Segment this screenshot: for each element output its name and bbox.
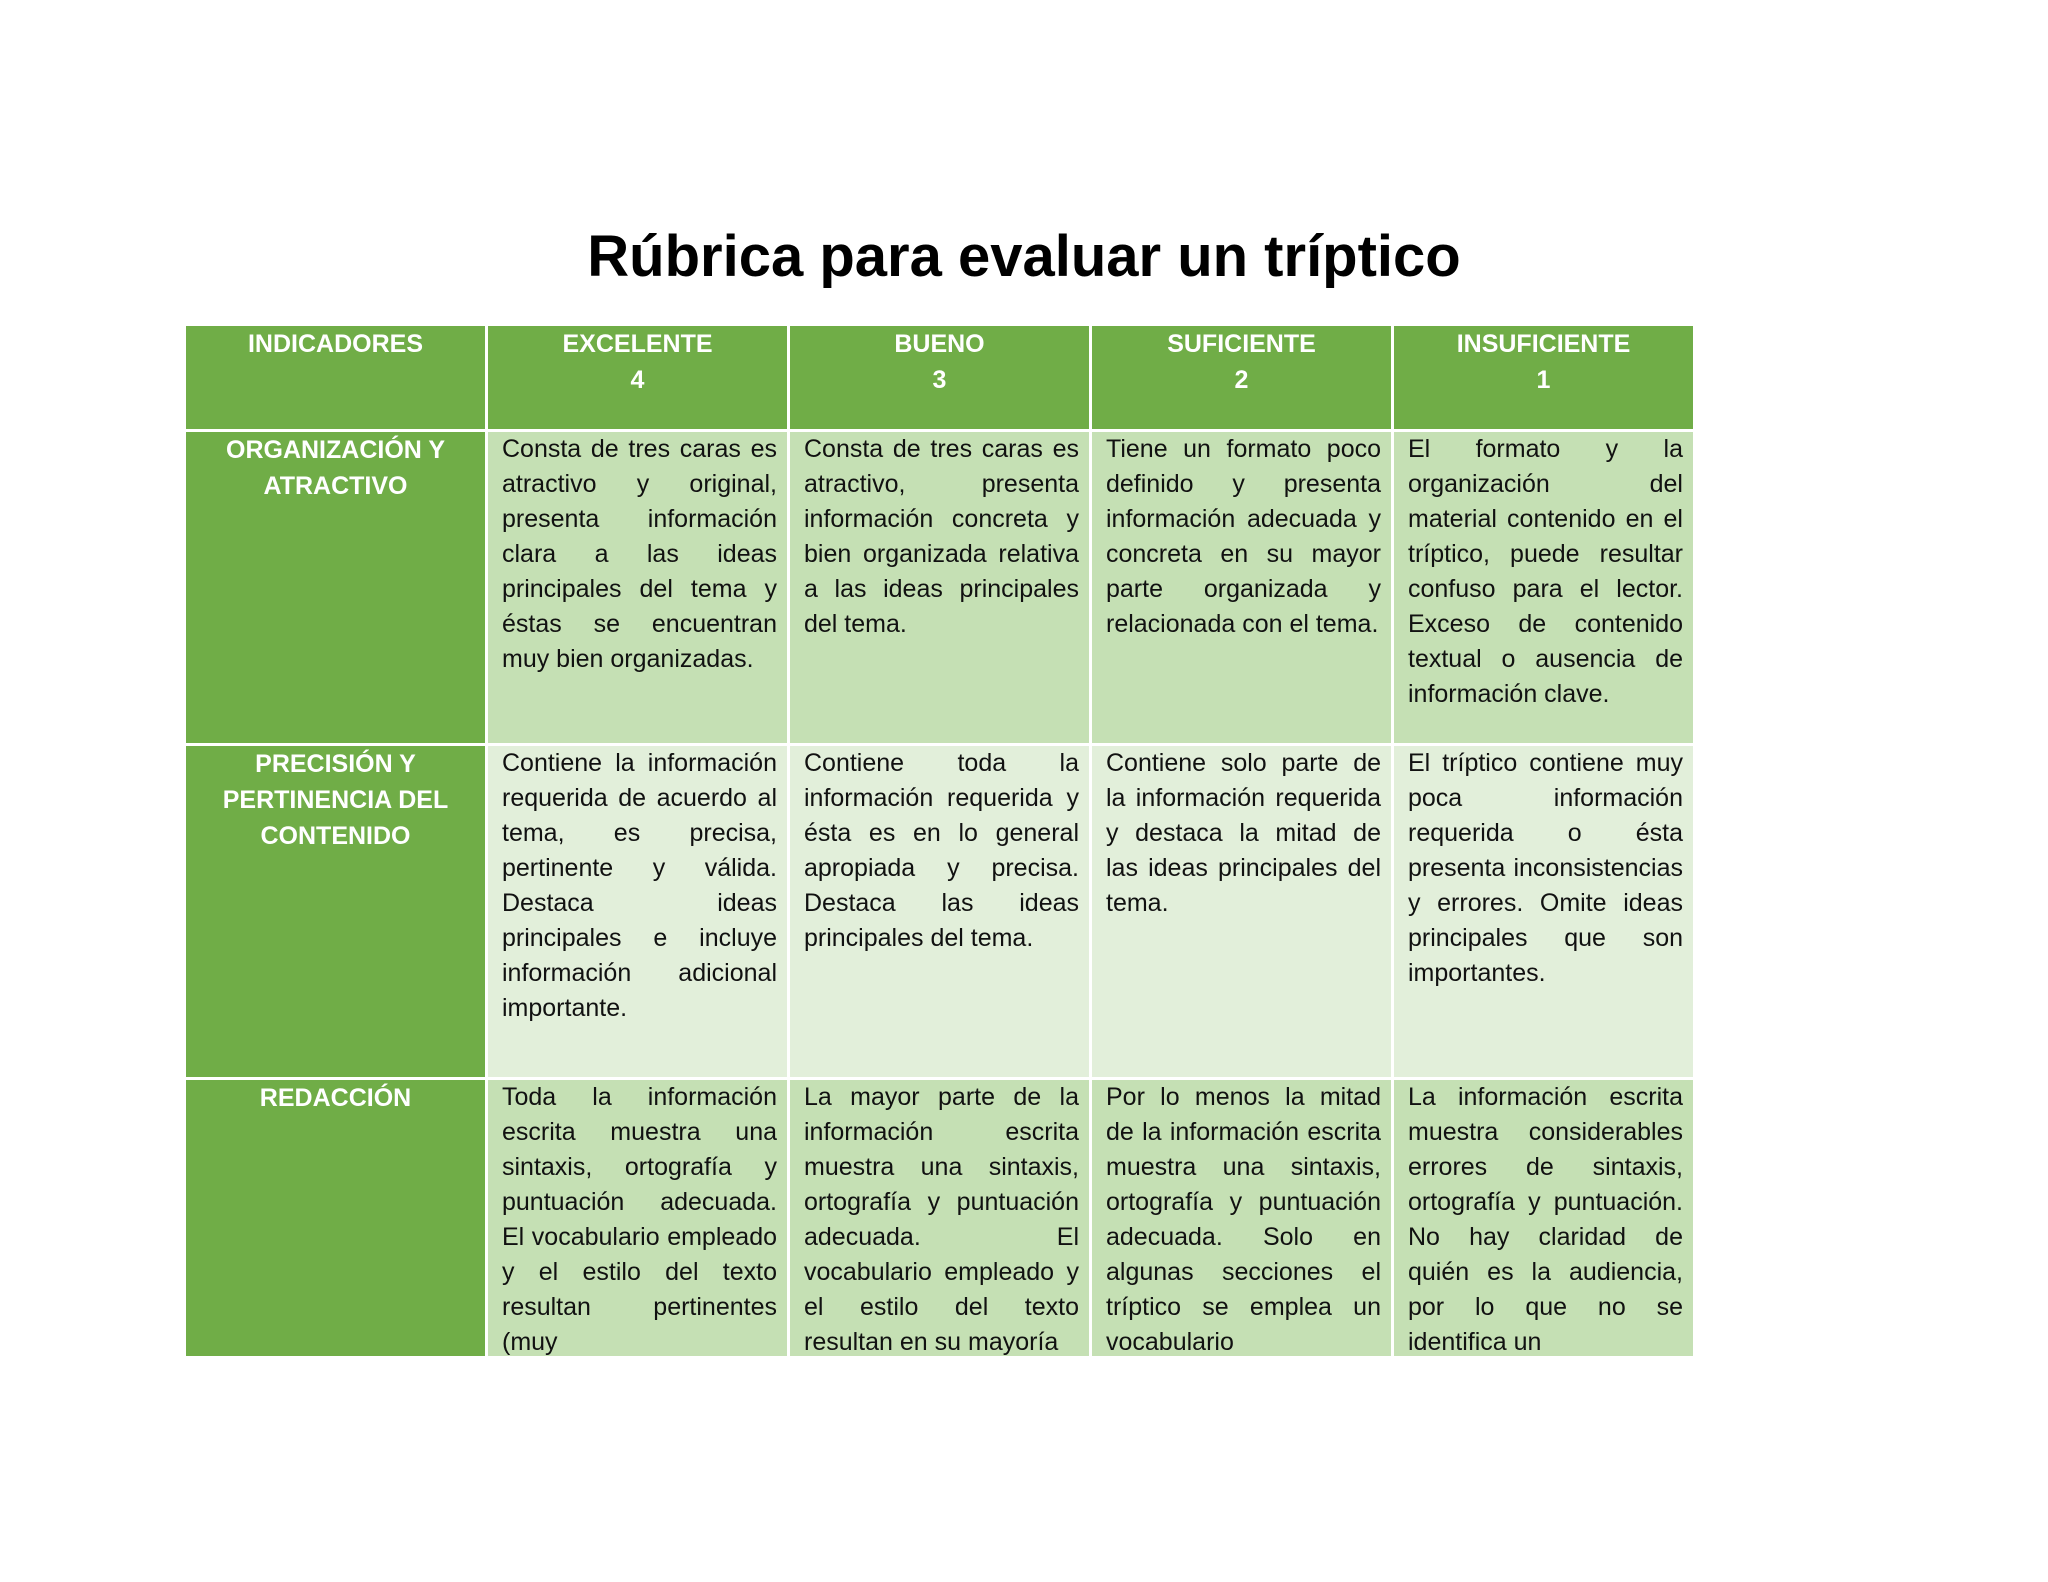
level-label: EXCELENTE (562, 330, 713, 358)
header-row (185, 325, 1695, 431)
rubric-cell: Contiene solo parte de la información requerida y destaca la mitad de las ideas principales del tema. (1091, 745, 1393, 1079)
table-row (185, 1079, 1695, 1358)
rubric-cell: Consta de tres caras es atractivo, presenta información concreta y bien organizada relativa a las ideas principales del tema. (789, 431, 1091, 745)
table-row (185, 431, 1695, 745)
rubric-cell-text: La información escrita muestra considerables errores de sintaxis, ortografía y puntuación. No hay claridad de quién es la audiencia, por lo que no se identifica un (1408, 1083, 1683, 1356)
level-label: BUENO (894, 330, 985, 358)
rubric-cell: Tiene un formato poco definido y presenta información adecuada y concreta en su mayor parte organizada y relacionada con el tema. (1091, 431, 1393, 745)
rubric-cell-text: La mayor parte de la información escrita muestra una sintaxis, ortografía y puntuación adecuada. El vocabulario empleado y el estilo del texto resultan en su mayoría (804, 1083, 1079, 1356)
header-level-suficiente (1091, 325, 1393, 431)
header-level-insuficiente (1393, 325, 1695, 431)
document-title: Rúbrica para evaluar un tríptico (587, 224, 1461, 289)
rubric-cell (487, 1079, 789, 1358)
level-score: 3 (932, 366, 947, 394)
level-score: 1 (1536, 366, 1551, 394)
level-score: 4 (630, 366, 645, 394)
level-label: SUFICIENTE (1167, 330, 1316, 358)
rubric-cell: El tríptico contiene muy poca información requerida o ésta presenta inconsistencias y errores. Omite ideas principales que son importantes. (1393, 745, 1695, 1079)
indicator-cell: REDACCIÓN (185, 1079, 487, 1358)
header-level-excelente (487, 325, 789, 431)
level-label: INSUFICIENTE (1456, 330, 1631, 358)
table-row (185, 745, 1695, 1079)
indicator-cell: PRECISIÓN Y PERTINENCIA DEL CONTENIDO (185, 745, 487, 1079)
rubric-cell-text: Toda la información escrita muestra una sintaxis, ortografía y puntuación adecuada. El vocabulario empleado y el estilo del texto resultan pertinentes (muy (502, 1083, 777, 1356)
header-indicators-label: INDICADORES (247, 330, 423, 358)
rubric-cell: Contiene la información requerida de acuerdo al tema, es precisa, pertinente y válida. Destaca ideas principales e incluye información adicional importante. (487, 745, 789, 1079)
rubric-cell (1393, 1079, 1695, 1358)
rubric-table (183, 323, 1696, 1359)
rubric-cell (1091, 1079, 1393, 1358)
rubric-cell (789, 1079, 1091, 1358)
header-indicators (185, 325, 487, 431)
indicator-cell: ORGANIZACIÓN Y ATRACTIVO (185, 431, 487, 745)
rubric-cell: Consta de tres caras es atractivo y original, presenta información clara a las ideas principales del tema y éstas se encuentran muy bien organizadas. (487, 431, 789, 745)
header-level-bueno (789, 325, 1091, 431)
level-score: 2 (1234, 366, 1249, 394)
rubric-cell: Contiene toda la información requerida y ésta es en lo general apropiada y precisa. Destaca las ideas principales del tema. (789, 745, 1091, 1079)
rubric-cell: El formato y la organización del material contenido en el tríptico, puede resultar confuso para el lector. Exceso de contenido textual o ausencia de información clave. (1393, 431, 1695, 745)
rubric-cell-text: Por lo menos la mitad de la información escrita muestra una sintaxis, ortografía y puntuación adecuada. Solo en algunas secciones el tríptico se emplea un vocabulario (1106, 1083, 1381, 1356)
